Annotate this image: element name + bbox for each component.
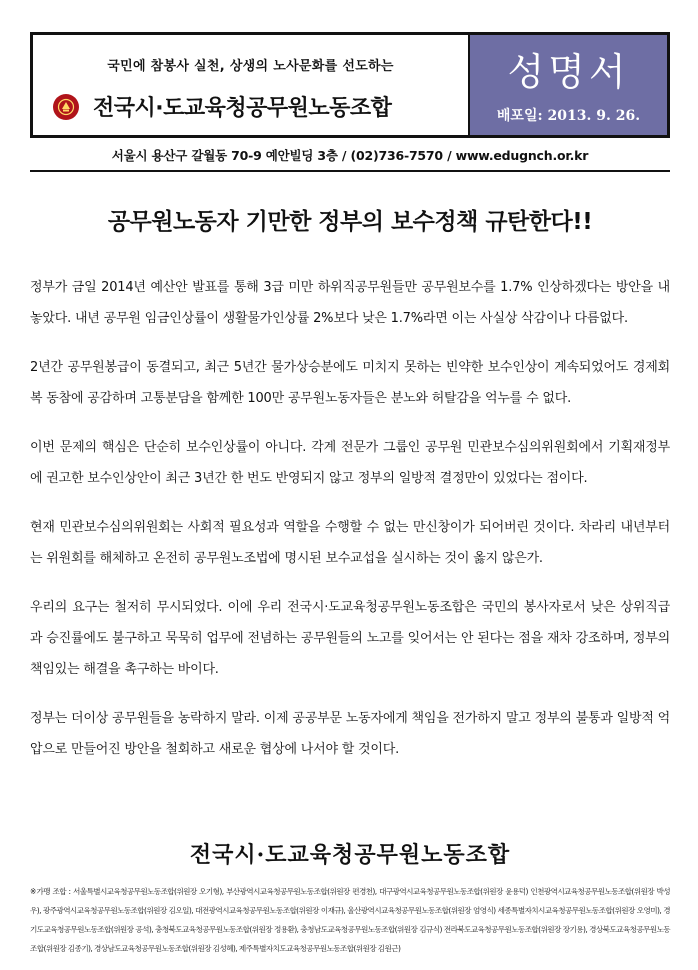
- doc-type-panel: [468, 35, 667, 135]
- letterhead-left: [33, 35, 468, 135]
- member-unions-footnote: ※가맹 조합 : 서울특별시교육청공무원노동조합(위원장 오기형), 부산광역시교육청공무원노동조합(위원장 편경천), 대구광역시교육청공무원노동조합(위원장 윤용덕) 인천광역시교육청공무원노동조합(위원장 박성우), 광주광역시교육청공무원노동조합(위원장 김오일), 대전광역시교육청공무원노동조합(위원장 이재규), 울산광역시교육청공무원노동조합(위원장 엄영식) 세종특별자치시교육청공무원노동조합(위원장 오영미), 경기도교육청공무원노동조합(위원장 공석), 충청북도교육청공무원노동조합(위원장 정용환), 충청남도교육청공무원노동조합(위원장 김규식) 전라북도교육청공무원노동조합(위원장 장기용), 경상북도교육청공무원노동조합(위원장 김종기), 경상남도교육청공무원노동조합(위원장 김성혜), 제주특별자치도교육청공무원노동조합(위원장 김원근): [30, 887, 670, 953]
- union-identity: [53, 91, 391, 122]
- body-paragraph: 우리의 요구는 철저히 무시되었다. 이에 우리 전국시·도교육청공무원노동조합은 국민의 봉사자로서 낮은 상위직급과 승진률에도 불구하고 묵묵히 업무에 전념하는 공무원들의 노고를 잊어서는 안 된다는 점을 재차 강조하며, 정부의 책임있는 해결을 촉구하는 바이다.: [30, 600, 670, 677]
- body-paragraph: 현재 민관보수심의위원회는 사회적 필요성과 역할을 수행할 수 없는 만신창이가 되어버린 것이다. 차라리 내년부터는 위원회를 해체하고 온전히 공무원노조법에 명시된 보수교섭을 실시하는 것이 옳지 않은가.: [30, 520, 670, 566]
- union-name: 전국시·도교육청공무원노동조합: [93, 96, 392, 121]
- contact-address: 서울시 용산구 갈월동 70-9 예안빌딩 3층 / (02)736-7570 / www.edugnch.or.kr: [111, 148, 589, 163]
- emblem-mark-icon: [57, 98, 75, 116]
- statement-body: [30, 272, 670, 783]
- body-paragraph: 2년간 공무원봉급이 동결되고, 최근 5년간 물가상승분에도 미치지 못하는 빈약한 보수인상이 계속되었어도 경제회복 동참에 공감하며 고통분담을 함께한 100만 공무원노동자들은 분노와 허탈감을 억누를 수 없다.: [30, 360, 670, 406]
- union-tagline: 국민에 참봉사 실천, 상생의 노사문화를 선도하는: [107, 59, 394, 74]
- union-emblem-icon: [53, 94, 79, 120]
- body-paragraph: 정부가 금일 2014년 예산안 발표를 통해 3급 미만 하위직공무원들만 공무원보수를 1.7% 인상하겠다는 방안을 내놓았다. 내년 공무원 임금인상률이 생활물가인상률 2%보다 낮은 1.7%라면 이는 사실상 삭감이나 다름없다.: [30, 280, 670, 326]
- body-paragraph: 정부는 더이상 공무원들을 농락하지 말라. 이제 공공부문 노동자에게 책임을 전가하지 말고 정부의 불통과 일방적 억압으로 만들어진 방안을 철회하고 새로운 협상에 나서야 할 것이다.: [30, 711, 670, 757]
- address-divider: [30, 170, 670, 172]
- issuer-signature: 전국시·도교육청공무원노동조합: [189, 842, 511, 868]
- statement-headline: 공무원노동자 기만한 정부의 보수정책 규탄한다!!: [107, 209, 593, 235]
- body-paragraph: 이번 문제의 핵심은 단순히 보수인상률이 아니다. 각계 전문가 그룹인 공무원 민관보수심의위원회에서 기획재정부에 권고한 보수인상안이 최근 3년간 한 번도 반영되지 않고 정부의 일방적 결정만이 있었다는 점이다.: [30, 440, 670, 486]
- doc-type-title: 성명서: [507, 50, 630, 94]
- release-date: 배포일: 2013. 9. 26.: [496, 108, 641, 124]
- letterhead-box: [30, 32, 670, 138]
